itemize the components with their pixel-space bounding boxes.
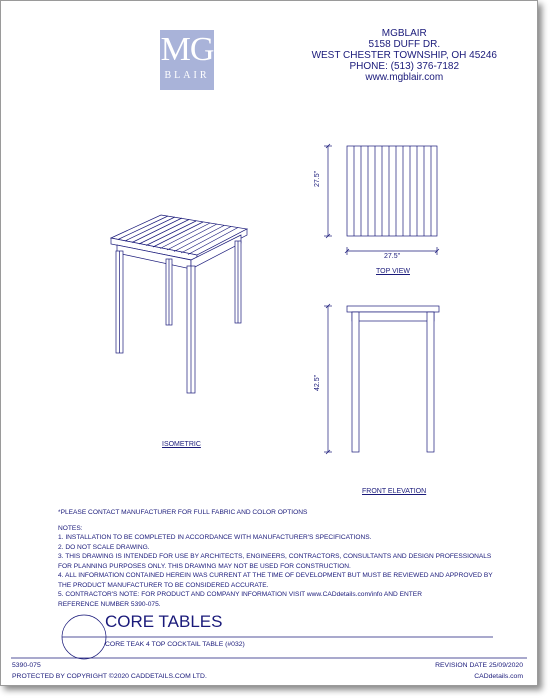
note-line: THE PRODUCT MANUFACTURER TO BE CONSIDERED ACCURATE. [58, 581, 269, 589]
title-block-title: CORE TABLES [105, 612, 223, 631]
company-name: MGBLAIR [381, 28, 427, 39]
company-phone: PHONE: (513) 376-7182 [349, 61, 460, 72]
copyright-notice: PROTECTED BY COPYRIGHT ©2020 CADDETAILS.COM LTD. [12, 673, 207, 680]
top-view-label: TOP VIEW [376, 268, 410, 275]
top-height-dim: 27.5" [314, 170, 321, 187]
company-address1: 5158 DUFF DR. [368, 39, 441, 50]
company-website[interactable]: www.mgblair.com [365, 72, 444, 83]
note-line: REFERENCE NUMBER 5390-075. [58, 600, 161, 608]
front-elevation-label: FRONT ELEVATION [362, 488, 427, 495]
isometric-label: ISOMETRIC [162, 441, 201, 448]
isometric-table-drawing [111, 215, 247, 393]
reference-number: 5390-075 [12, 662, 41, 669]
company-address2: WEST CHESTER TOWNSHIP, OH 45246 [311, 50, 497, 61]
contact-note: *PLEASE CONTACT MANUFACTURER FOR FULL FABRIC AND COLOR OPTIONS [58, 509, 308, 516]
front-elevation-drawing [324, 304, 439, 454]
top-view-drawing [324, 144, 439, 255]
title-block-lines [11, 615, 527, 659]
notes-heading: NOTES: [58, 524, 83, 532]
note-line: 1. INSTALLATION TO BE COMPLETED IN ACCORDANCE WITH MANUFACTURER'S SPECIFICATIONS. [58, 534, 372, 541]
note-line: 5. CONTRACTOR'S NOTE: FOR PRODUCT AND COMPANY INFORMATION VISIT www.CADdetails.com/info AND ENTER [58, 591, 422, 598]
title-block-subtitle: CORE TEAK 4 TOP COCKTAIL TABLE (#032) [105, 641, 245, 648]
top-width-dim: 27.5" [384, 253, 401, 260]
revision-date: REVISION DATE 25/09/2020 [435, 662, 523, 669]
notes-section [58, 508, 498, 609]
caddetails-link[interactable]: CADdetails.com [474, 673, 523, 680]
note-line: 3. THIS DRAWING IS INTENDED FOR USE BY ARCHITECTS, ENGINEERS, CONTRACTORS, CONSULTANTS AND DESIGN PROFESSIONALS [58, 553, 492, 560]
note-line: FOR PLANNING PURPOSES ONLY. THIS DRAWING MAY NOT BE USED FOR CONSTRUCTION. [58, 562, 351, 570]
logo-mg: MG [160, 31, 214, 68]
logo-blair: BLAIR [164, 70, 210, 81]
front-height-dim: 42.5" [314, 374, 321, 391]
note-line: 2. DO NOT SCALE DRAWING. [58, 543, 150, 551]
note-line: 4. ALL INFORMATION CONTAINED HEREIN WAS CURRENT AT THE TIME OF DEVELOPMENT BUT MUST BE REVIEWED AND APPROVED BY [58, 572, 493, 579]
